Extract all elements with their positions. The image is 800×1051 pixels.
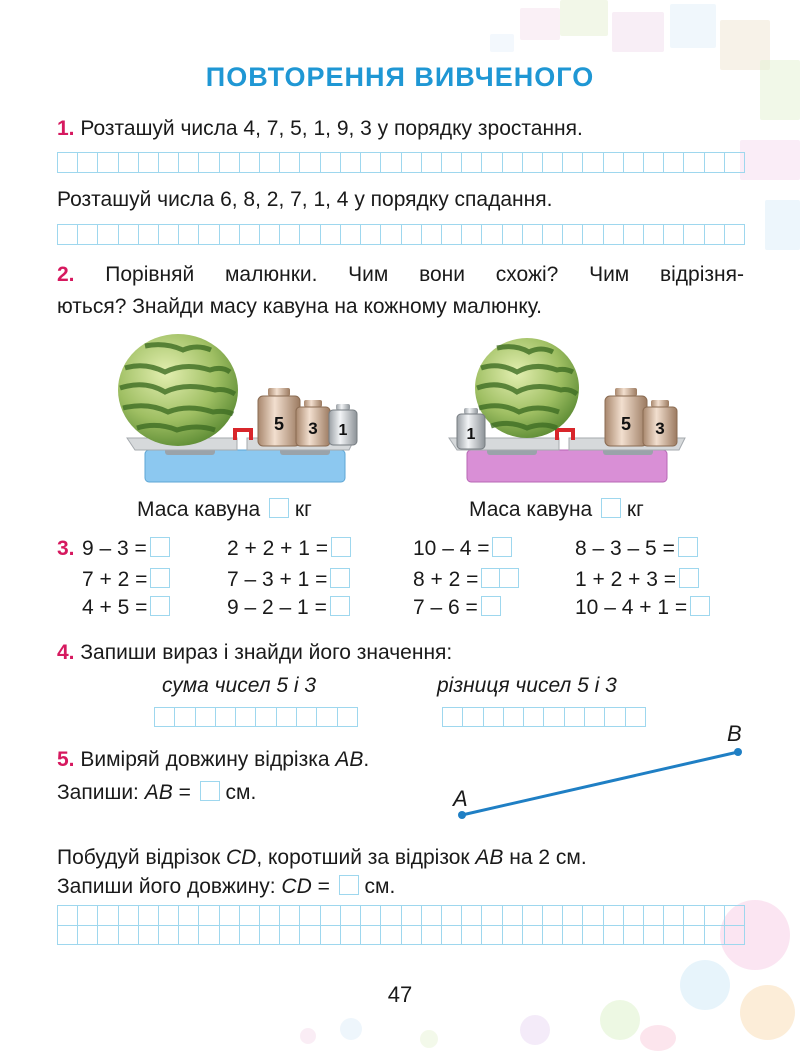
grid-cell[interactable] xyxy=(381,906,401,926)
answer-box[interactable] xyxy=(269,498,289,518)
svg-text:1: 1 xyxy=(338,422,348,439)
answer-box[interactable] xyxy=(339,875,359,895)
grid-cell[interactable] xyxy=(422,906,442,926)
grid-cell[interactable] xyxy=(422,153,442,173)
grid-cell[interactable] xyxy=(119,225,139,245)
grid-cell[interactable] xyxy=(361,906,381,926)
grid-cell[interactable] xyxy=(543,906,563,926)
equation: 4 + 5 = xyxy=(82,596,170,620)
grid-cell[interactable] xyxy=(139,906,159,926)
grid-cell[interactable] xyxy=(159,926,179,946)
page-title: ПОВТОРЕННЯ ВИВЧЕНОГО xyxy=(205,62,595,92)
task1-line1 xyxy=(57,116,583,141)
grid-cell[interactable] xyxy=(78,906,98,926)
equation: 2 + 2 + 1 = xyxy=(227,537,351,561)
equation: 8 + 2 = xyxy=(413,568,519,592)
grid-cell[interactable] xyxy=(78,926,98,946)
grid-cell[interactable] xyxy=(462,906,482,926)
grid-cell[interactable] xyxy=(523,926,543,946)
grid-cell[interactable] xyxy=(381,225,401,245)
grid-cell[interactable] xyxy=(482,225,502,245)
task4-left-label: сума чисел 5 і 3 xyxy=(162,674,317,697)
grid-cell[interactable] xyxy=(280,906,300,926)
task2-number: 2. xyxy=(57,263,75,286)
grid-cell[interactable] xyxy=(119,926,139,946)
grid-cell[interactable] xyxy=(402,926,422,946)
answer-box[interactable] xyxy=(330,596,350,616)
grid-cell[interactable] xyxy=(199,926,219,946)
grid-cell[interactable] xyxy=(159,225,179,245)
grid-cell[interactable] xyxy=(317,708,337,727)
grid-cell[interactable] xyxy=(624,225,644,245)
task5-number: 5. xyxy=(57,748,75,771)
equation: 10 – 4 + 1 = xyxy=(575,596,710,620)
grid-cell[interactable] xyxy=(705,926,725,946)
answer-box[interactable] xyxy=(678,537,698,557)
grid-cell[interactable] xyxy=(119,153,139,173)
grid-cell[interactable] xyxy=(260,153,280,173)
answer-box[interactable] xyxy=(481,568,519,588)
grid-cell[interactable] xyxy=(175,708,195,727)
equation: 9 – 2 – 1 = xyxy=(227,596,350,620)
task5-line3: Побудуй відрізок CD, коротший за відрізок AB на 2 см. xyxy=(57,846,587,869)
answer-box[interactable] xyxy=(679,568,699,588)
grid-cell[interactable] xyxy=(725,153,745,173)
grid-cell[interactable] xyxy=(462,153,482,173)
grid-cell[interactable] xyxy=(644,225,664,245)
grid-cell[interactable] xyxy=(563,906,583,926)
answer-box[interactable] xyxy=(150,537,170,557)
grid-cell[interactable] xyxy=(280,926,300,946)
grid-cell[interactable] xyxy=(725,906,745,926)
weight-1 xyxy=(457,408,485,449)
grid-cell[interactable] xyxy=(543,153,563,173)
grid-cell[interactable] xyxy=(684,153,704,173)
grid-cell[interactable] xyxy=(58,153,78,173)
grid-cell[interactable] xyxy=(159,906,179,926)
equation: 9 – 3 = xyxy=(82,537,170,561)
grid-cell[interactable] xyxy=(199,906,219,926)
grid-cell[interactable] xyxy=(604,906,624,926)
task2-text1: Порівняй малюнки. Чим вони схожі? Чим відрізня- xyxy=(105,263,744,286)
grid-cell[interactable] xyxy=(664,926,684,946)
grid-cell[interactable] xyxy=(98,926,118,946)
grid-cell[interactable] xyxy=(179,225,199,245)
task2-line1 xyxy=(57,262,744,287)
grid-cell[interactable] xyxy=(503,906,523,926)
grid-cell[interactable] xyxy=(277,708,297,727)
task5-line4: Запиши його довжину: CD = см. xyxy=(57,875,396,898)
grid-cell[interactable] xyxy=(644,926,664,946)
grid-cell[interactable] xyxy=(442,153,462,173)
grid-cell[interactable] xyxy=(338,708,358,727)
grid-cell[interactable] xyxy=(297,708,317,727)
grid-cell[interactable] xyxy=(583,906,603,926)
grid-cell[interactable] xyxy=(220,906,240,926)
answer-box[interactable] xyxy=(481,596,501,616)
grid-cell[interactable] xyxy=(58,906,78,926)
grid-cell[interactable] xyxy=(442,906,462,926)
grid-cell[interactable] xyxy=(220,926,240,946)
grid-cell[interactable] xyxy=(220,225,240,245)
grid-cell[interactable] xyxy=(523,153,543,173)
grid-cell[interactable] xyxy=(725,926,745,946)
grid-cell[interactable] xyxy=(624,906,644,926)
grid-cell[interactable] xyxy=(402,153,422,173)
grid-cell[interactable] xyxy=(482,926,502,946)
grid-cell[interactable] xyxy=(179,906,199,926)
task2-text2: ються? Знайди масу кавуна на кожному малюнку. xyxy=(57,295,543,318)
grid-cell[interactable] xyxy=(341,926,361,946)
grid-cell[interactable] xyxy=(58,926,78,946)
grid-cell[interactable] xyxy=(583,225,603,245)
grid-cell[interactable] xyxy=(78,153,98,173)
grid-cell[interactable] xyxy=(199,153,219,173)
grid-cell[interactable] xyxy=(543,926,563,946)
equation: 7 + 2 = xyxy=(82,568,170,592)
grid-cell[interactable] xyxy=(220,153,240,173)
weight-5 xyxy=(605,388,647,446)
grid-cell[interactable] xyxy=(402,906,422,926)
answer-box[interactable] xyxy=(331,537,351,557)
task4-answer-grid-left[interactable] xyxy=(154,707,358,727)
grid-cell[interactable] xyxy=(422,926,442,946)
grid-cell[interactable] xyxy=(236,708,256,727)
grid-cell[interactable] xyxy=(139,153,159,173)
grid-cell[interactable] xyxy=(78,225,98,245)
answer-box[interactable] xyxy=(690,596,710,616)
grid-cell[interactable] xyxy=(725,225,745,245)
answer-box[interactable] xyxy=(601,498,621,518)
svg-text:3: 3 xyxy=(655,419,665,438)
left-scale-illustration xyxy=(115,328,365,488)
grid-cell[interactable] xyxy=(503,926,523,946)
point-b xyxy=(734,748,742,756)
answer-box[interactable] xyxy=(150,596,170,616)
task1-number: 1. xyxy=(57,117,75,140)
grid-cell[interactable] xyxy=(381,926,401,946)
grid-cell[interactable] xyxy=(543,225,563,245)
svg-text:1: 1 xyxy=(466,426,476,443)
grid-cell[interactable] xyxy=(240,906,260,926)
grid-cell[interactable] xyxy=(321,225,341,245)
grid-cell[interactable] xyxy=(98,225,118,245)
weight-5 xyxy=(258,388,300,446)
answer-box[interactable] xyxy=(200,781,220,801)
equation: 7 – 3 + 1 = xyxy=(227,568,350,592)
equation: 8 – 3 – 5 = xyxy=(575,537,698,561)
weight-1 xyxy=(329,404,357,445)
grid-cell[interactable] xyxy=(341,906,361,926)
grid-cell[interactable] xyxy=(664,153,684,173)
task5-line1: 5. Виміряй довжину відрізка AB. xyxy=(57,748,370,771)
grid-cell[interactable] xyxy=(341,225,361,245)
task3-number: 3. xyxy=(57,537,75,560)
grid-cell[interactable] xyxy=(684,926,704,946)
grid-cell[interactable] xyxy=(422,225,442,245)
grid-cell[interactable] xyxy=(482,153,502,173)
page-number: 47 xyxy=(387,982,413,1007)
grid-cell[interactable] xyxy=(361,153,381,173)
grid-cell[interactable] xyxy=(503,153,523,173)
grid-cell[interactable] xyxy=(260,906,280,926)
grid-cell[interactable] xyxy=(199,225,219,245)
grid-cell[interactable] xyxy=(664,906,684,926)
task4-number: 4. xyxy=(57,641,75,664)
grid-cell[interactable] xyxy=(321,153,341,173)
label-a: A xyxy=(453,786,468,811)
grid-cell[interactable] xyxy=(563,926,583,946)
grid-cell[interactable] xyxy=(179,153,199,173)
grid-cell[interactable] xyxy=(240,225,260,245)
right-caption: Маса кавуна кг xyxy=(469,498,644,521)
equation: 7 – 6 = xyxy=(413,596,501,620)
grid-cell[interactable] xyxy=(119,906,139,926)
grid-cell[interactable] xyxy=(503,225,523,245)
task4-text: Запиши вираз і знайди його значення: xyxy=(80,641,453,664)
grid-cell[interactable] xyxy=(523,906,543,926)
grid-cell[interactable] xyxy=(482,906,502,926)
task1-text2: Розташуй числа 6, 8, 2, 7, 1, 4 у порядку спадання. xyxy=(57,188,553,211)
svg-text:5: 5 xyxy=(273,414,285,434)
label-b: B xyxy=(727,721,742,746)
task1-answer-grid-1[interactable] xyxy=(57,152,745,173)
task5-line2: Запиши: AB = см. xyxy=(57,781,257,804)
grid-cell[interactable] xyxy=(216,708,236,727)
grid-cell[interactable] xyxy=(563,153,583,173)
segment-ab xyxy=(440,720,760,830)
grid-cell[interactable] xyxy=(300,153,320,173)
grid-cell[interactable] xyxy=(256,708,276,727)
grid-cell[interactable] xyxy=(240,153,260,173)
weight-3 xyxy=(296,400,330,446)
grid-cell[interactable] xyxy=(624,153,644,173)
answer-box[interactable] xyxy=(150,568,170,588)
task4-line xyxy=(57,640,452,665)
answer-box[interactable] xyxy=(492,537,512,557)
grid-cell[interactable] xyxy=(260,926,280,946)
grid-cell[interactable] xyxy=(442,926,462,946)
weight-3 xyxy=(643,400,677,446)
grid-cell[interactable] xyxy=(604,225,624,245)
grid-cell[interactable] xyxy=(462,225,482,245)
grid-cell[interactable] xyxy=(684,906,704,926)
task4-right-label: різниця чисел 5 і 3 xyxy=(437,674,617,697)
grid-cell[interactable] xyxy=(604,153,624,173)
grid-cell[interactable] xyxy=(155,708,175,727)
grid-cell[interactable] xyxy=(139,926,159,946)
grid-cell[interactable] xyxy=(402,225,422,245)
task5-drawing-grid[interactable] xyxy=(57,905,745,945)
grid-cell[interactable] xyxy=(644,906,664,926)
grid-cell[interactable] xyxy=(644,153,664,173)
grid-cell[interactable] xyxy=(341,153,361,173)
grid-cell[interactable] xyxy=(196,708,216,727)
grid-cell[interactable] xyxy=(260,225,280,245)
grid-cell[interactable] xyxy=(583,926,603,946)
grid-cell[interactable] xyxy=(381,153,401,173)
grid-cell[interactable] xyxy=(604,926,624,946)
grid-cell[interactable] xyxy=(179,926,199,946)
grid-cell[interactable] xyxy=(280,225,300,245)
grid-cell[interactable] xyxy=(159,153,179,173)
grid-cell[interactable] xyxy=(139,225,159,245)
task1-text1: Розташуй числа 4, 7, 5, 1, 9, 3 у порядку зростання. xyxy=(80,117,583,140)
grid-cell[interactable] xyxy=(442,225,462,245)
left-caption: Маса кавуна кг xyxy=(137,498,312,521)
grid-cell[interactable] xyxy=(98,906,118,926)
grid-cell[interactable] xyxy=(300,926,320,946)
grid-cell[interactable] xyxy=(705,153,725,173)
grid-cell[interactable] xyxy=(664,225,684,245)
svg-text:5: 5 xyxy=(620,414,632,434)
right-scale-illustration xyxy=(445,328,695,488)
grid-cell[interactable] xyxy=(361,225,381,245)
task1-answer-grid-2[interactable] xyxy=(57,224,745,245)
grid-cell[interactable] xyxy=(300,225,320,245)
grid-cell[interactable] xyxy=(58,225,78,245)
grid-cell[interactable] xyxy=(280,153,300,173)
grid-cell[interactable] xyxy=(321,926,341,946)
grid-cell[interactable] xyxy=(98,153,118,173)
grid-cell[interactable] xyxy=(684,225,704,245)
equation: 1 + 2 + 3 = xyxy=(575,568,699,592)
svg-text:3: 3 xyxy=(308,419,318,438)
grid-cell[interactable] xyxy=(705,906,725,926)
grid-cell[interactable] xyxy=(361,926,381,946)
grid-cell[interactable] xyxy=(240,926,260,946)
grid-cell[interactable] xyxy=(462,926,482,946)
grid-cell[interactable] xyxy=(705,225,725,245)
grid-cell[interactable] xyxy=(300,906,320,926)
grid-cell[interactable] xyxy=(583,153,603,173)
grid-cell[interactable] xyxy=(321,906,341,926)
grid-cell[interactable] xyxy=(523,225,543,245)
answer-box[interactable] xyxy=(330,568,350,588)
equation: 10 – 4 = xyxy=(413,537,512,561)
grid-cell[interactable] xyxy=(563,225,583,245)
grid-cell[interactable] xyxy=(624,926,644,946)
